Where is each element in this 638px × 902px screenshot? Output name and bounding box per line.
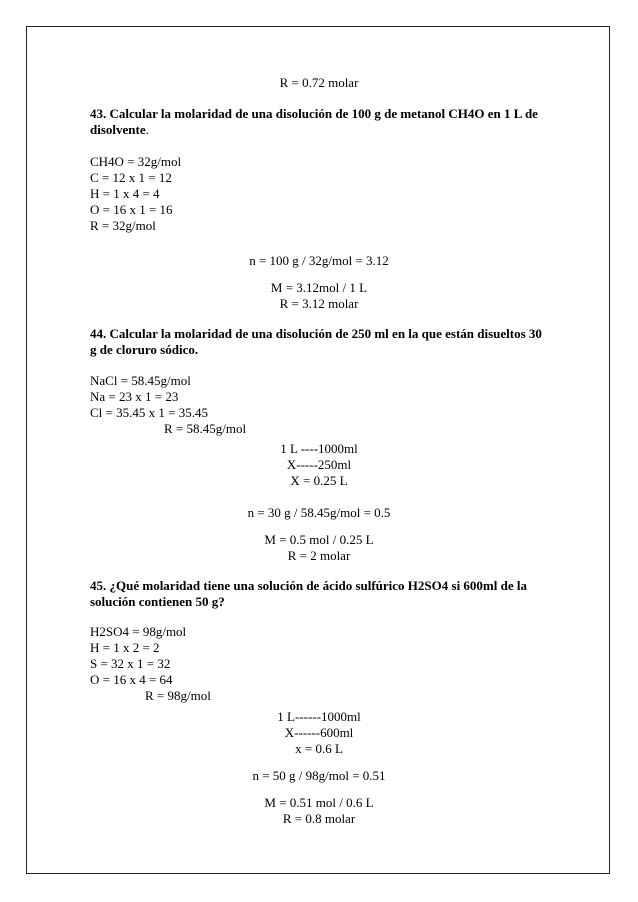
q45-conversion-3: x = 0.6 L: [295, 741, 343, 756]
q44-molarity: M = 0.5 mol / 0.25 L: [264, 532, 374, 547]
q44-molar-mass: R = 58.45g/mol: [164, 421, 247, 436]
q45-line-1: H2SO4 = 98g/mol: [90, 624, 187, 639]
q43-title-period: .: [145, 122, 149, 137]
q44-line-3: Cl = 35.45 x 1 = 35.45: [90, 405, 208, 420]
q43-line-2: C = 12 x 1 = 12: [90, 170, 172, 185]
q43-title-line2: [90, 122, 149, 138]
previous-result: R = 0.72 molar: [279, 75, 359, 90]
q45-title-line2: solución contienen 50 g?: [90, 594, 225, 609]
q45-line-4: O = 16 x 4 = 64: [90, 672, 173, 687]
q43-line-5: R = 32g/mol: [90, 218, 156, 233]
q43-line-1: CH4O = 32g/mol: [90, 154, 182, 169]
q44-result: R = 2 molar: [287, 548, 351, 563]
q44-title-line2: g de cloruro sódico.: [90, 342, 199, 357]
q45-line-2: H = 1 x 2 = 2: [90, 640, 160, 655]
q43-moles: n = 100 g / 32g/mol = 3.12: [249, 253, 389, 268]
q44-conversion-3: X = 0.25 L: [290, 473, 348, 488]
q45-conversion-1: 1 L------1000ml: [277, 709, 361, 724]
q43-line-4: O = 16 x 1 = 16: [90, 202, 173, 217]
q44-title-line1: 44. Calcular la molaridad de una disolución de 250 ml en la que están disueltos 30: [90, 326, 542, 341]
q43-result: R = 3.12 molar: [279, 296, 359, 311]
q44-moles: n = 30 g / 58.45g/mol = 0.5: [247, 505, 391, 520]
q45-conversion-2: X------600ml: [284, 725, 354, 740]
q44-conversion-1: 1 L ----1000ml: [280, 441, 358, 456]
q44-line-1: NaCl = 58.45g/mol: [90, 373, 191, 388]
q43-molarity: M = 3.12mol / 1 L: [270, 280, 368, 295]
q45-molarity: M = 0.51 mol / 0.6 L: [264, 795, 374, 810]
q43-title-line1: 43. Calcular la molaridad de una disolución de 100 g de metanol CH4O en 1 L de: [90, 106, 538, 121]
q43-line-3: H = 1 x 4 = 4: [90, 186, 160, 201]
q44-line-2: Na = 23 x 1 = 23: [90, 389, 179, 404]
q45-moles: n = 50 g / 98g/mol = 0.51: [252, 768, 386, 783]
q44-conversion-2: X-----250ml: [286, 457, 352, 472]
q45-title-line1: 45. ¿Qué molaridad tiene una solución de ácido sulfúrico H2SO4 si 600ml de la: [90, 578, 527, 593]
q45-line-3: S = 32 x 1 = 32: [90, 656, 171, 671]
q45-molar-mass: R = 98g/mol: [145, 688, 211, 703]
q45-result: R = 0.8 molar: [282, 811, 356, 826]
q43-title-line2-text: disolvente: [90, 122, 146, 137]
